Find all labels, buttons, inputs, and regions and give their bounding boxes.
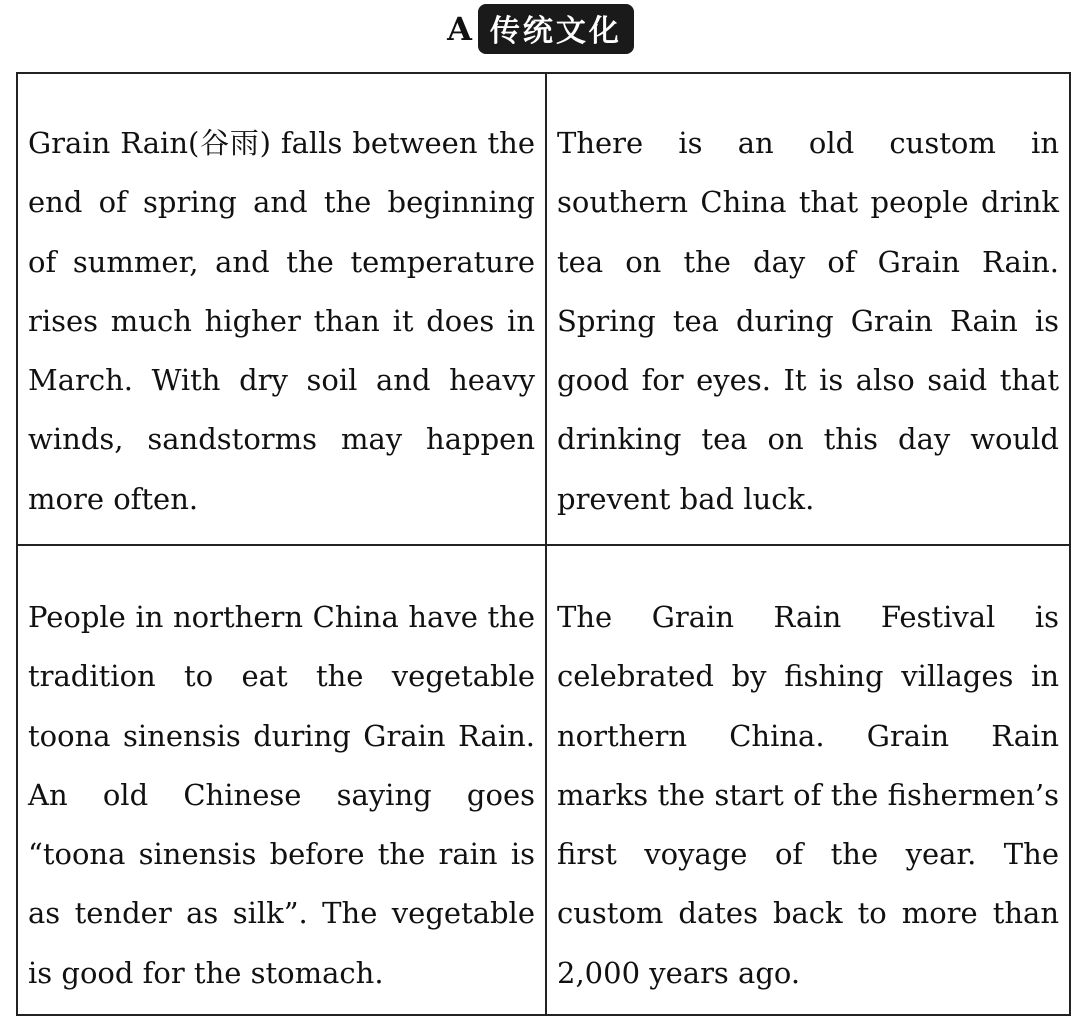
cell-text: The Grain Rain Festival is celebrated by fishing villages in northern China. Grain Rain marks the start of the fishermen’s first voyage of the year. The custom dates back to more than 2,000 years ago. [557, 600, 1059, 990]
table-cell-bottom-left [18, 546, 547, 1014]
table-cell-bottom-right [547, 546, 1069, 1014]
section-letter: A [447, 10, 472, 48]
section-badge: 传统文化 [478, 4, 634, 54]
table-cell-top-left [18, 74, 547, 546]
section-header [0, 6, 1081, 52]
cell-text: People in northern China have the tradition to eat the vegetable toona sinensis during Grain Rain. An old Chinese saying goes “toona sinensis before the rain is as tender as silk”. The vegetable is good for the stomach. [28, 600, 535, 990]
cell-text: There is an old custom in southern China that people drink tea on the day of Grain Rain. Spring tea during Grain Rain is good for eyes. It is also said that drinking tea on this day would prevent bad luck. [557, 126, 1059, 516]
cell-text: Grain Rain(谷雨) falls between the end of spring and the beginning of summer, and the temperature rises much higher than it does in March. With dry soil and heavy winds, sandstorms may happen more often. [28, 126, 535, 516]
content-table [16, 72, 1071, 1016]
table-cell-top-right [547, 74, 1069, 546]
